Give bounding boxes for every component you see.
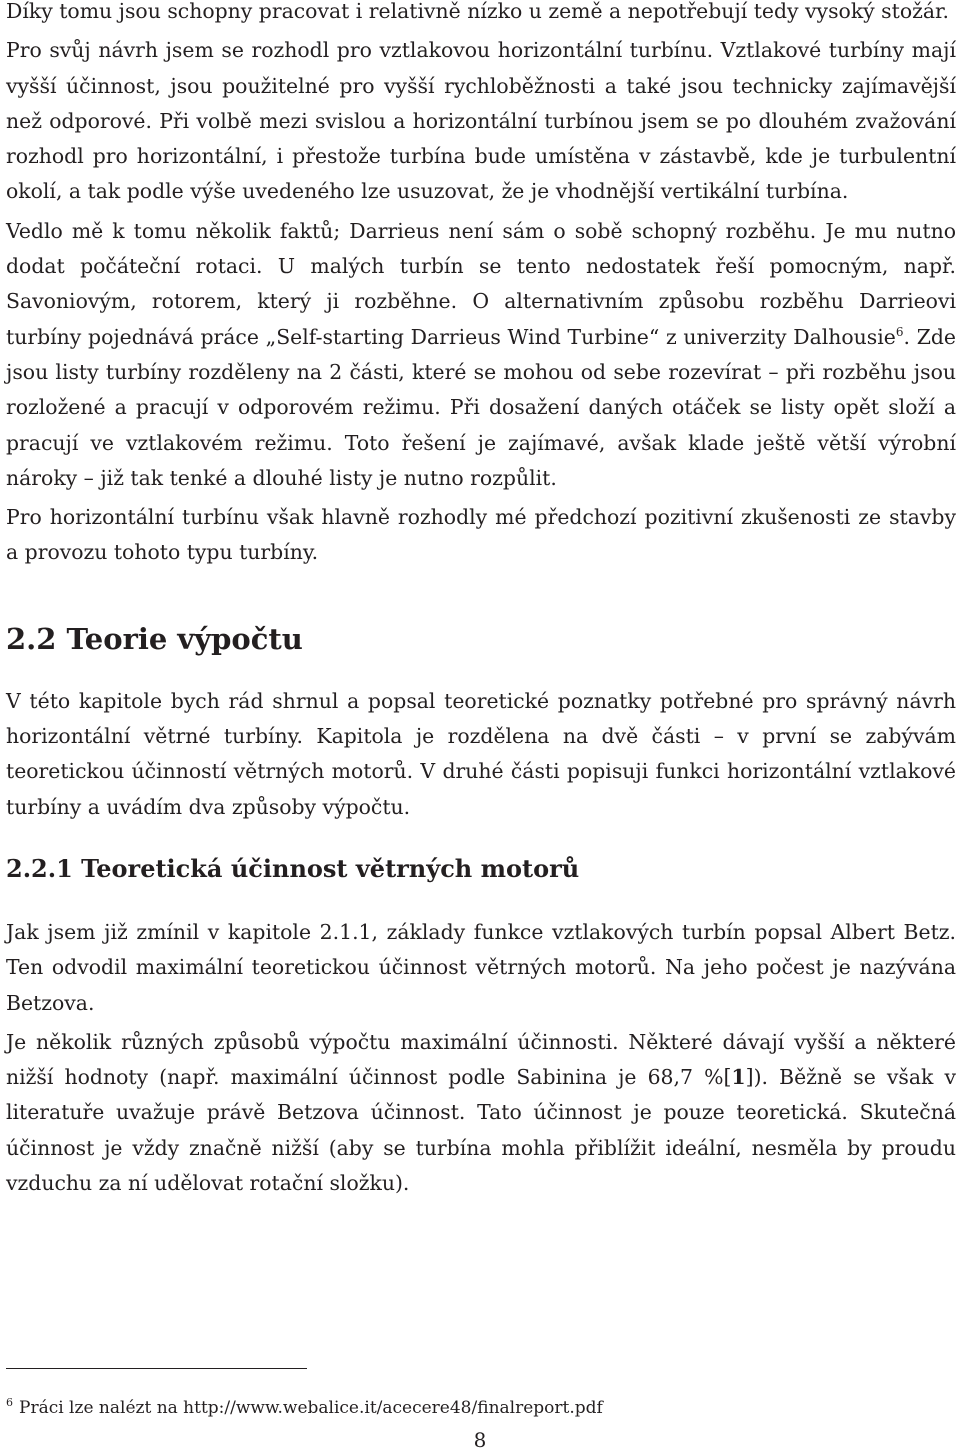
paragraph-betz: Jak jsem již zmínil v kapitole 2.1.1, základy funkce vztlakových turbín popsal Albert Betz. Ten odvodil maximální teoretickou účinnost větrných motorů. Na jeho počest je nazývána Betzova. (6, 919, 956, 1015)
paragraph-chapter-intro: V této kapitole bych rád shrnul a popsal teoretické poznatky potřebné pro správný návrh horizontální větrné turbíny. Kapitola je rozdělena na dvě části – v první se zabývám teoretickou účinností větrných motorů. V druhé části popisuji funkci horizontální vztlakové turbíny a uvádím dva způsoby výpočtu. (6, 688, 956, 819)
footnote-reference-6[interactable]: 6 (895, 324, 904, 339)
footnote-text: Práci lze nalézt na http://www.webalice.it/acecere48/finalreport.pdf (19, 1398, 603, 1418)
citation-link-1[interactable]: 1 (731, 1065, 746, 1090)
paragraph-darrieus-start-text-b: . Zde jsou listy turbíny rozděleny na 2 části, které se mohou od sebe rozevírat – při rozběhu jsou rozložené a pracují v odporovém režimu. Při dosažení daných otáček se listy opět složí a pracují ve vztlakovém režimu. Toto řešení je zajímavé, avšak klade ještě větší výrobní nároky – již tak tenké a dlouhé listy je nutno rozpůlit. (6, 324, 956, 490)
paragraph-darrieus-start (6, 214, 956, 496)
paragraph-efficiency-methods (6, 1025, 956, 1201)
footnote-mark: 6 (6, 1396, 13, 1409)
paragraph-efficiency-methods-text-b: ]). Běžně se však v literatuře uvažuje právě Betzova účinnost. Tato účinnost je pouze teoretická. Skutečná účinnost je vždy značně nižší (aby se turbína mohla přiblížit ideální, nesměla by proudu vzduchu za ní udělovat rotační složku). (6, 1065, 956, 1196)
paragraph-darrieus-start-text-a: Vedlo mě k tomu několik faktů; Darrieus není sám o sobě schopný rozběhu. Je mu nutno dodat počáteční rotaci. U malých turbín se tento nedostatek řeší pomocným, např. Savoniovým, rotorem, který ji rozběhne. O alternativním způsobu rozběhu Darrieovi turbíny pojednává práce „Self-starting Darrieus Wind Turbine“ z univerzity Dalhousie (6, 218, 956, 349)
paragraph-previous-experience: Pro horizontální turbínu však hlavně rozhodly mé předchozí pozitivní zkušenosti ze stavby a provozu tohoto typu turbíny. (6, 505, 956, 565)
footnote (6, 1396, 603, 1420)
paragraph-efficiency-methods-text-a: Je několik různých způsobů výpočtu maximální účinnosti. Některé dávají vyšší a některé nižší hodnoty (např. maximální účinnost podle Sabinina je 68,7 %[ (6, 1029, 956, 1090)
paragraph-turbine-choice: Pro svůj návrh jsem se rozhodl pro vztlakovou horizontální turbínu. Vztlakové turbíny mají vyšší účinnost, jsou použitelné pro vyšší rychloběžnosti a také jsou technicky zajímavější než odporové. Při volbě mezi svislou a horizontální turbínou jsem se po dlouhém zvažování rozhodl pro horizontální, i přestože turbína bude umístěna v zástavbě, kde je turbulentní okolí, a tak podle výše uvedeného lze usuzovat, že je vhodnější vertikální turbína. (6, 38, 956, 204)
subsection-heading: 2.2.1 Teoretická účinnost větrných motorů (6, 853, 580, 883)
page-number: 8 (473, 1428, 487, 1452)
page-body (6, 0, 956, 1201)
paragraph-mast-height: Díky tomu jsou schopny pracovat i relativně nízko u země a nepotřebují tedy vysoký stožár. (6, 0, 949, 23)
footnote-divider (6, 1368, 307, 1369)
section-heading: 2.2 Teorie výpočtu (6, 621, 303, 656)
